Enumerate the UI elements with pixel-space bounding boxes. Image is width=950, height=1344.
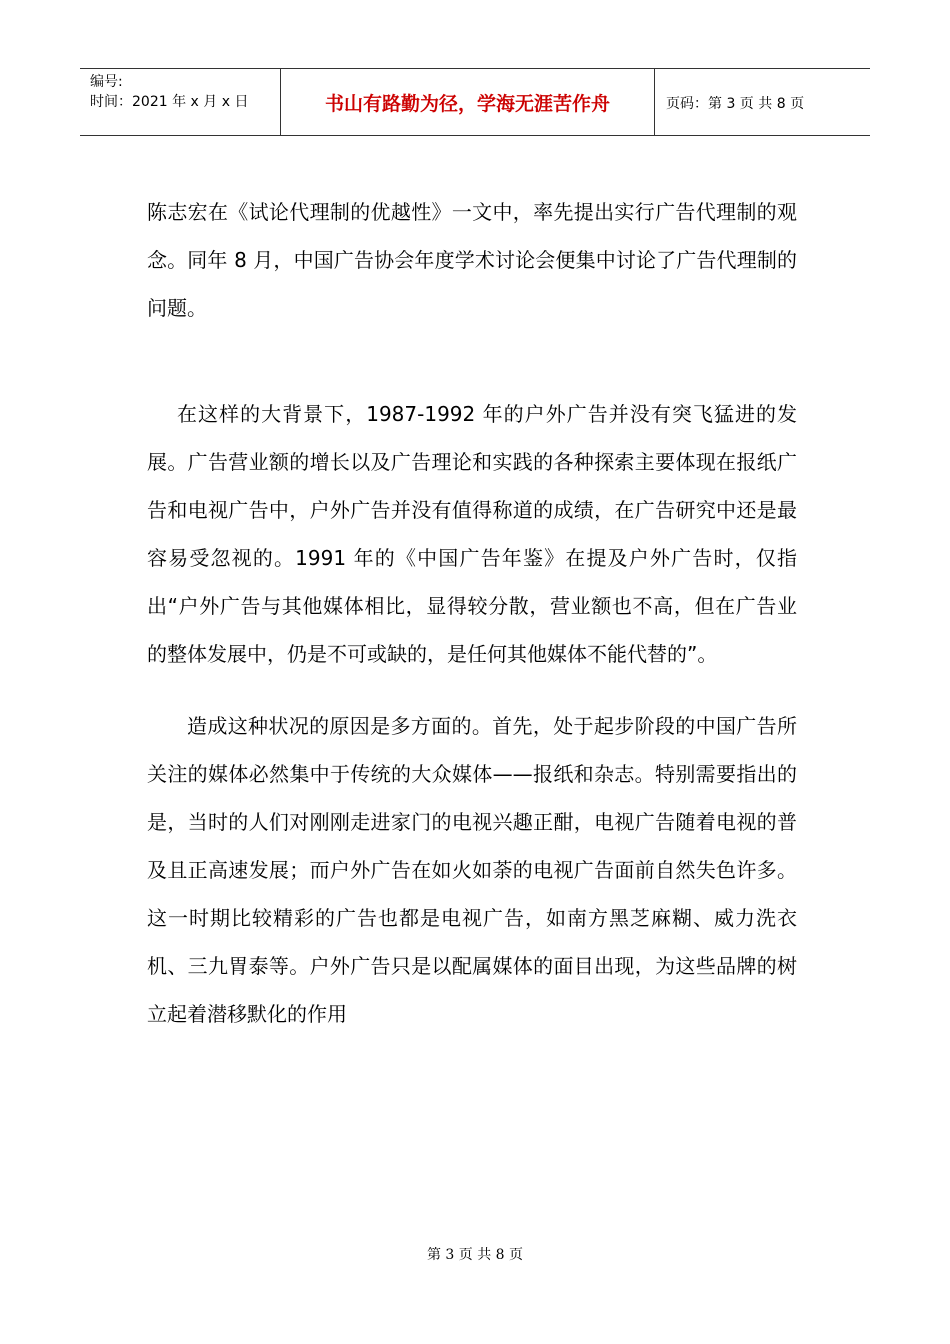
header-divider-right bbox=[654, 69, 655, 135]
paragraph-3: 造成这种状况的原因是多方面的。首先，处于起步阶段的中国广告所关注的媒体必然集中于传统的大众媒体——报纸和杂志。特别需要指出的是，当时的人们对刚刚走进家门的电视兴趣正酣，电视广告随着电视的普及且正高速发展；而户外广告在如火如荼的电视广告面前自然失色许多。这一时期比较精彩的广告也都是电视广告，如南方黑芝麻糊、威力洗衣机、三九胃泰等。户外广告只是以配属媒体的面目出现，为这些品牌的树立起着潜移默化的作用 bbox=[147, 714, 797, 1026]
document-date: 时间：2021 年 x 月 x 日 bbox=[90, 94, 249, 110]
header-meta bbox=[90, 72, 248, 112]
header-page-number: 页码：第 3 页 共 8 页 bbox=[666, 96, 805, 112]
document-header bbox=[80, 68, 870, 136]
header-motto: 书山有路勤为径，学海无涯苦作舟 bbox=[324, 93, 610, 115]
page-footer: 第 3 页 共 8 页 bbox=[426, 1247, 524, 1263]
paragraph-1: 陈志宏在《试论代理制的优越性》一文中，率先提出实行广告代理制的观念。同年 8 月，中国广告协会年度学术讨论会便集中讨论了广告代理制的问题。 bbox=[147, 200, 797, 320]
paragraph-2: 在这样的大背景下，1987-1992 年的户外广告并没有突飞猛进的发展。广告营业额的增长以及广告理论和实践的各种探索主要体现在报纸广告和电视广告中，户外广告并没有值得称道的成绩，在广告研究中还是最容易受忽视的。1991 年的《中国广告年鉴》在提及户外广告时，仅指出“户外广告与其他媒体相比，显得较分散，营业额也不高，但在广告业的整体发展中，仍是不可或缺的，是任何其他媒体不能代替的”。 bbox=[147, 402, 797, 666]
document-body bbox=[147, 188, 797, 1038]
document-number-label: 编号: bbox=[90, 74, 123, 90]
